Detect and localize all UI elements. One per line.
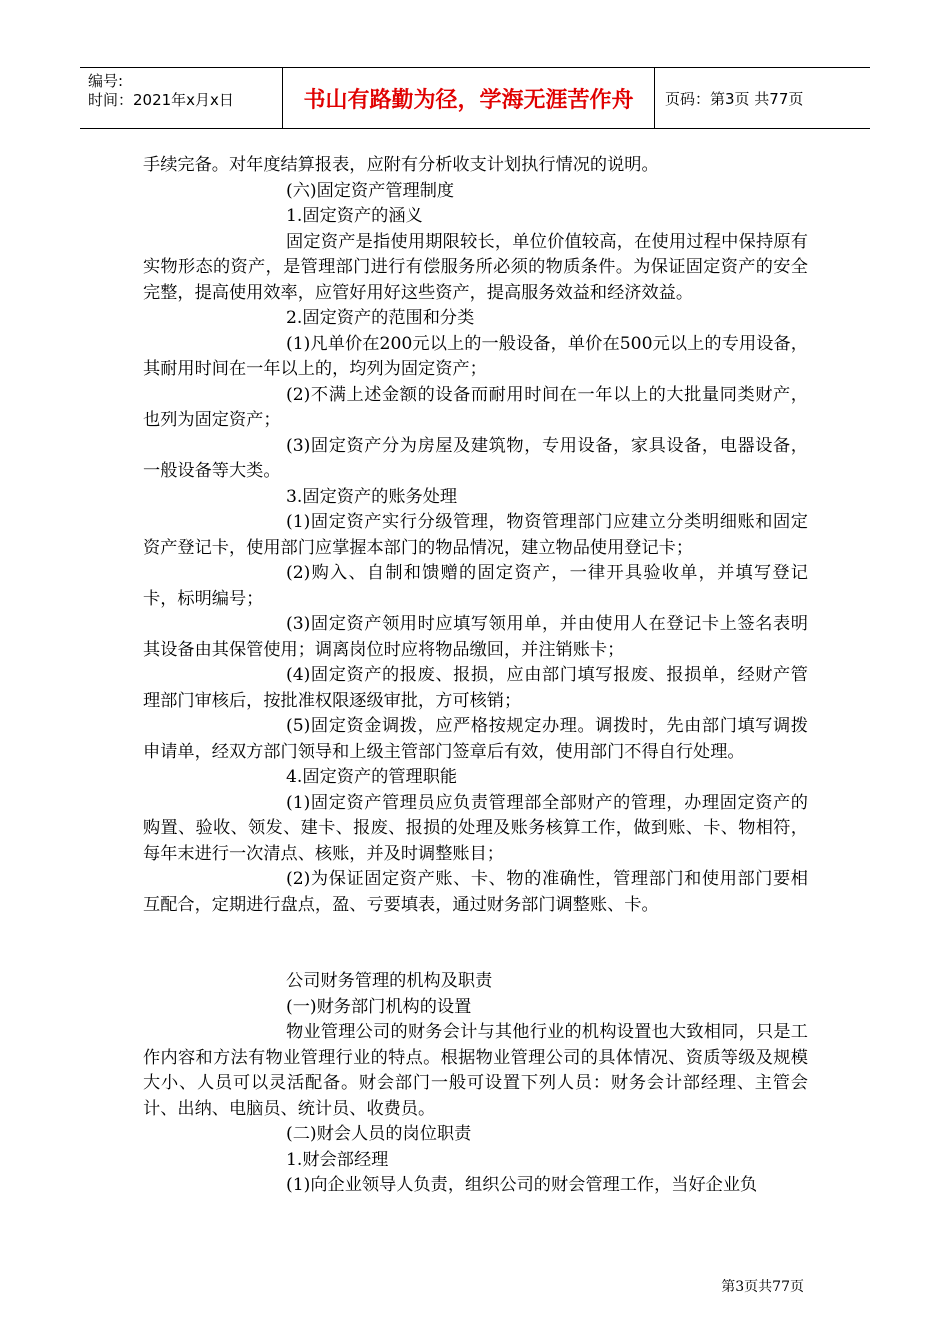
header-meta	[80, 68, 283, 128]
subsection-heading: 1.财会部经理	[286, 1149, 389, 1170]
section-heading: 公司财务管理的机构及职责	[286, 971, 493, 991]
list-item: (1)固定资产实行分级管理，物资管理部门应建立分类明细账和固定资产登记卡，使用部门应掌握本部门的物品情况，建立物品使用登记卡；	[143, 512, 808, 558]
section-heading: (二)财会人员的岗位职责	[286, 1124, 472, 1144]
list-item: (4)固定资产的报废、报损，应由部门填写报废、报损单，经财产管理部门审核后，按批准权限逐级审批，方可核销；	[143, 665, 808, 711]
subsection-heading: 3.固定资产的账务处理	[286, 486, 458, 507]
header-page-label: 页码：第3页 共77页	[665, 89, 804, 108]
document-number-label: 编号:	[88, 72, 124, 90]
list-item: (2)不满上述金额的设备而耐用时间在一年以上的大批量同类财产，也列为固定资产；	[143, 384, 808, 430]
section-heading: (一)财务部门机构的设置	[286, 996, 472, 1017]
list-item: (5)固定资金调拨，应严格按规定办理。调拨时，先由部门填写调拨申请单，经双方部门领导和上级主管部门签章后有效，使用部门不得自行处理。	[143, 716, 808, 762]
header-motto: 书山有路勤为径，学海无涯苦作舟	[283, 68, 655, 128]
list-item: (3)固定资产分为房屋及建筑物，专用设备，家具设备，电器设备，一般设备等大类。	[143, 435, 808, 481]
subsection-heading: 2.固定资产的范围和分类	[286, 308, 475, 328]
section-spacer	[143, 918, 808, 969]
list-item: (2)购入、自制和馈赠的固定资产，一律开具验收单，并填写登记卡，标明编号；	[143, 563, 808, 609]
page-header	[80, 67, 870, 129]
paragraph: 物业管理公司的财务会计与其他行业的机构设置也大致相同，只是工作内容和方法有物业管理行业的特点。根据物业管理公司的具体情况、资质等级及规模大小、人员可以灵活配备。财会部门一般可设置下列人员：财务会计部经理、主管会计、出纳、电脑员、统计员、收费员。	[143, 1022, 808, 1119]
subsection-heading: 4.固定资产的管理职能	[286, 767, 458, 787]
paragraph: 固定资产是指使用期限较长，单位价值较高，在使用过程中保持原有实物形态的资产，是管理部门进行有偿服务所必须的物质条件。为保证固定资产的安全完整，提高使用效率，应管好用好这些资产，提高服务效益和经济效益。	[143, 231, 808, 303]
list-item: (1)固定资产管理员应负责管理部全部财产的管理，办理固定资产的购置、验收、领发、建卡、报废、报损的处理及账务核算工作，做到账、卡、物相符，每年末进行一次清点、核账，并及时调整账目；	[143, 792, 808, 864]
document-body	[143, 153, 808, 1199]
section-heading: (六)固定资产管理制度	[286, 180, 455, 201]
list-item: (1)向企业领导人负责，组织公司的财会管理工作，当好企业负	[286, 1175, 758, 1195]
document-time-label: 时间：2021年x月x日	[88, 91, 234, 109]
paragraph: 手续完备。对年度结算报表，应附有分析收支计划执行情况的说明。	[143, 155, 659, 175]
subsection-heading: 1.固定资产的涵义	[286, 206, 423, 226]
list-item: (1)凡单价在200元以上的一般设备，单价在500元以上的专用设备，其耐用时间在一年以上的，均列为固定资产；	[143, 333, 808, 379]
page-footer: 第3页共77页	[721, 1279, 804, 1295]
list-item: (3)固定资产领用时应填写领用单，并由使用人在登记卡上签名表明其设备由其保管使用；调离岗位时应将物品缴回，并注销账卡；	[143, 614, 808, 660]
list-item: (2)为保证固定资产账、卡、物的准确性，管理部门和使用部门要相互配合，定期进行盘点，盈、亏要填表，通过财务部门调整账、卡。	[143, 869, 808, 915]
